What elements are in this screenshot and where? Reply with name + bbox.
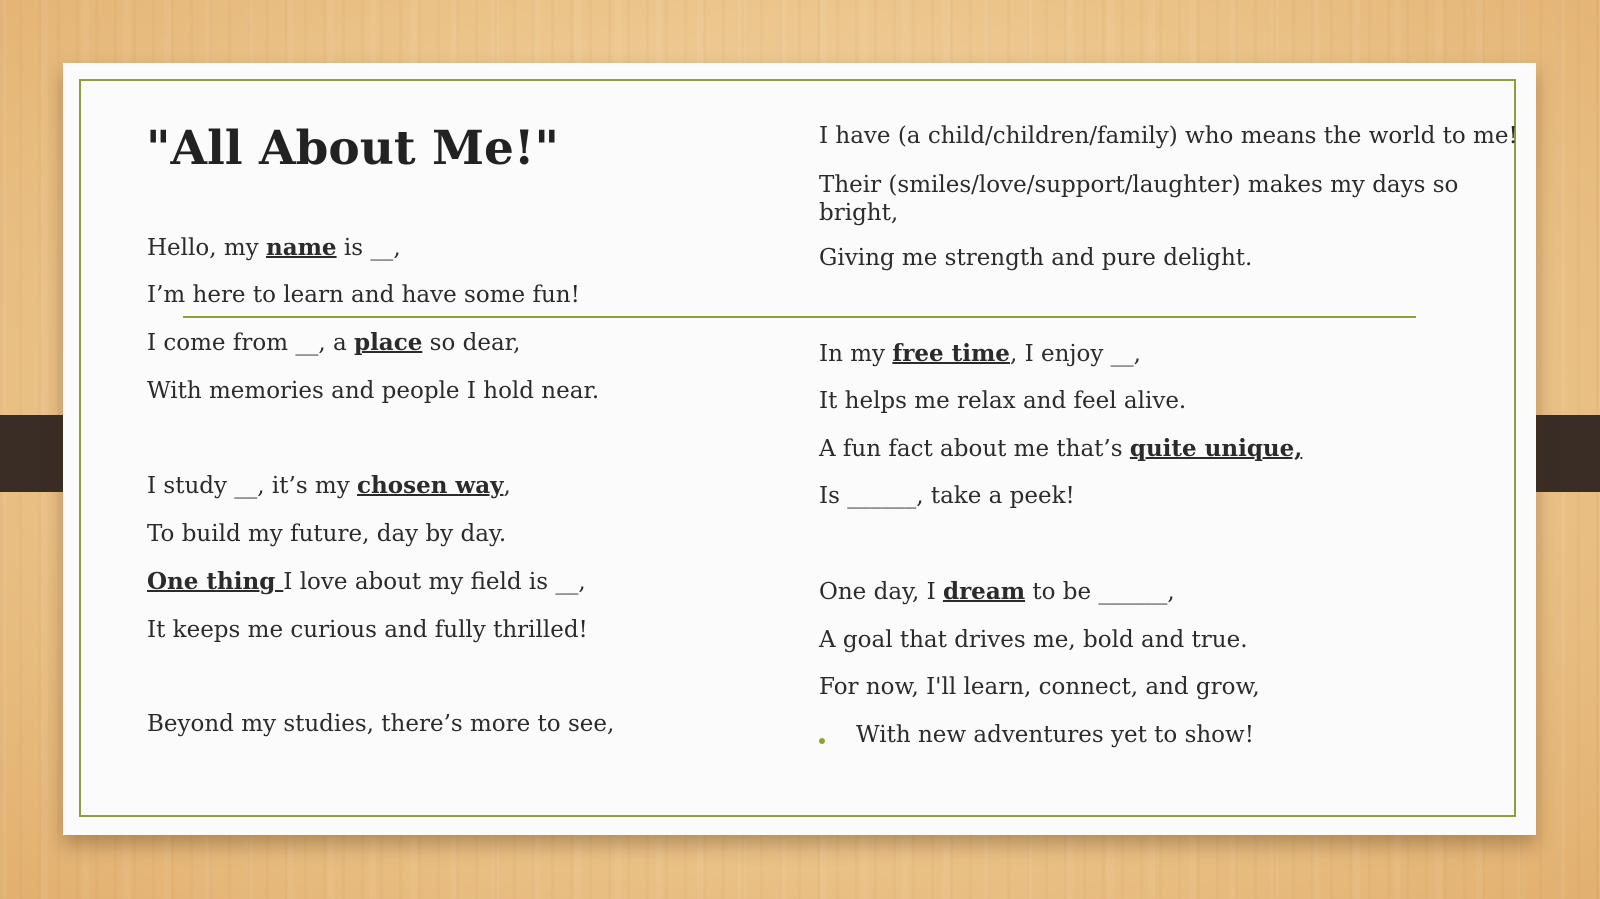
poem-line: In my free time, I enjoy __, — [819, 340, 1141, 367]
poem-line: I have (a child/children/family) who means the world to me! — [819, 123, 1518, 149]
keyword: place — [353, 329, 423, 356]
keyword: name — [265, 234, 337, 261]
poem-line: It keeps me curious and fully thrilled! — [147, 617, 588, 643]
poem-line: Is ______, take a peek! — [819, 483, 1075, 509]
horizontal-divider — [183, 316, 1416, 318]
keyword: chosen way — [357, 472, 504, 499]
poem-line: A goal that drives me, bold and true. — [819, 627, 1248, 653]
poem-line: I’m here to learn and have some fun! — [147, 282, 580, 308]
poem-line: For now, I'll learn, connect, and grow, — [819, 674, 1260, 700]
poem-line: One day, I dream to be ______, — [819, 578, 1175, 605]
keyword: quite unique, — [1129, 435, 1303, 462]
poem-line: A fun fact about me that’s quite unique, — [819, 435, 1303, 462]
poem-line: One thing I love about my field is __, — [147, 568, 586, 595]
bullet-line: With new adventures yet to show! — [856, 722, 1254, 748]
poem-line: I study __, it’s my chosen way, — [147, 472, 511, 499]
keyword: One thing — [147, 568, 284, 595]
slide-card — [63, 63, 1536, 835]
keyword: free time — [892, 340, 1010, 367]
poem-line: Giving me strength and pure delight. — [819, 245, 1253, 271]
slide-title: "All About Me!" — [146, 121, 559, 176]
poem-line: I come from __, a place so dear, — [147, 329, 521, 356]
bullet-icon — [819, 738, 825, 744]
poem-line: Their (smiles/love/support/laughter) makes my days so bright, — [819, 172, 1459, 226]
poem-line: Beyond my studies, there’s more to see, — [147, 711, 615, 737]
poem-line: Hello, my name is __, — [147, 234, 401, 261]
poem-line: To build my future, day by day. — [147, 521, 507, 547]
poem-line: With memories and people I hold near. — [147, 378, 600, 404]
poem-line: It helps me relax and feel alive. — [819, 388, 1187, 414]
keyword: dream — [942, 578, 1026, 605]
